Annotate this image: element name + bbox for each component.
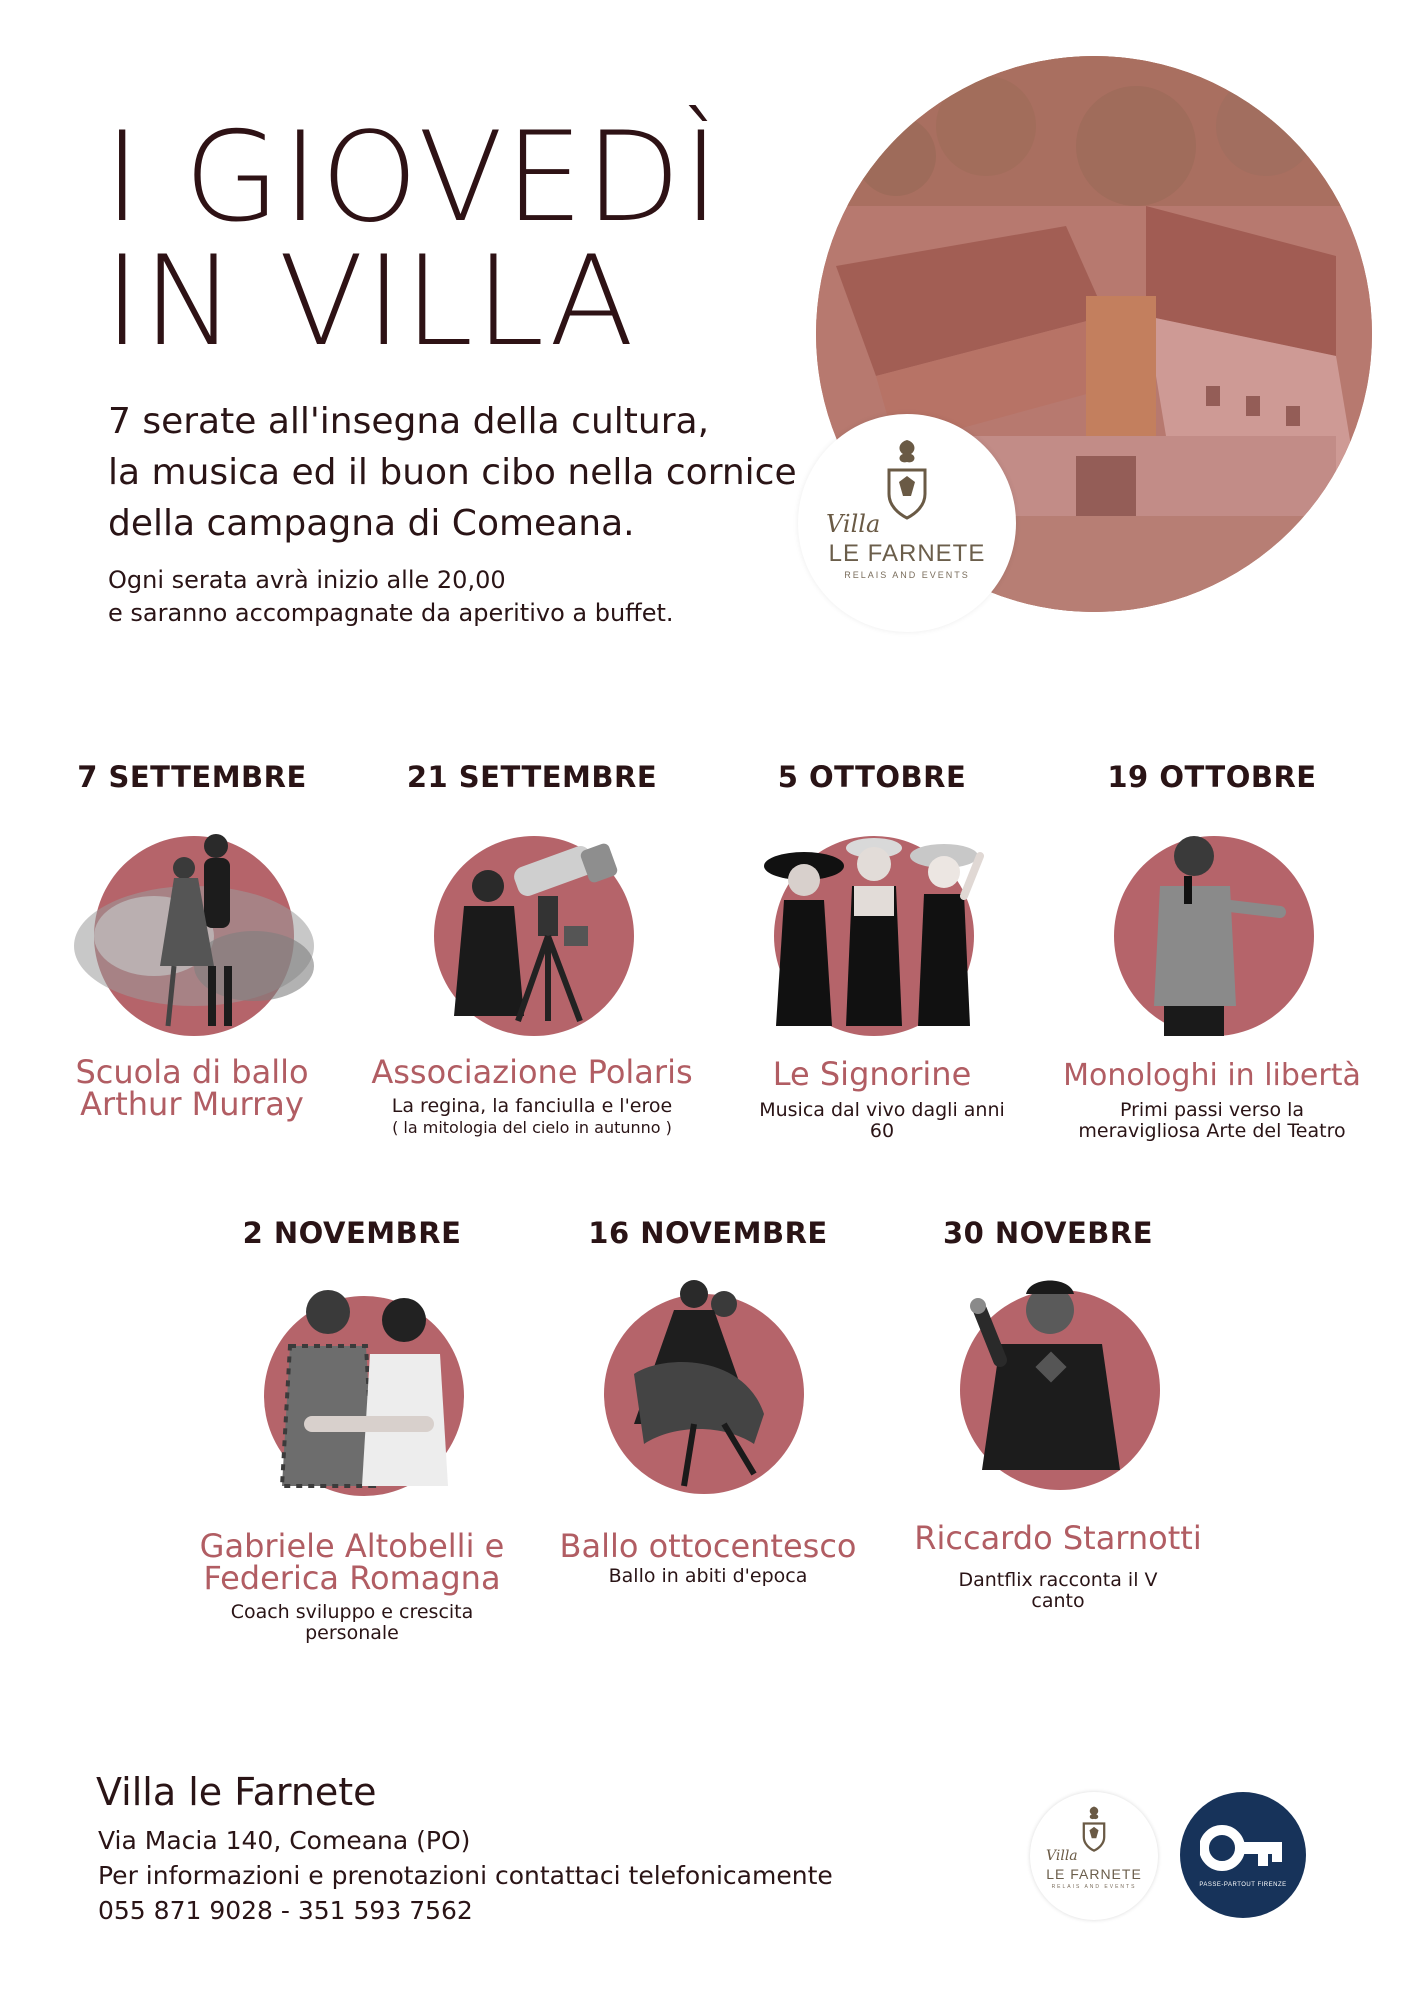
event-desc-line: canto xyxy=(1031,1590,1085,1612)
actor-illustration xyxy=(1084,816,1344,1036)
event-date: 19 OTTOBRE xyxy=(1107,760,1317,794)
event-desc-line: meravigliosa Arte del Teatro xyxy=(1078,1120,1346,1142)
logo-villa-text: Villa xyxy=(826,510,881,538)
event-date: 16 NOVEMBRE xyxy=(588,1216,828,1250)
logo-tagline-text: RELAIS AND EVENTS xyxy=(844,570,970,580)
dante-actor-illustration xyxy=(930,1270,1190,1490)
event-desc-line: 60 xyxy=(869,1120,895,1142)
event-description xyxy=(182,1602,522,1644)
subtitle-line: della campagna di Comeana. xyxy=(108,503,635,544)
event-photo-circle xyxy=(94,836,294,1036)
event-date: 21 SETTEMBRE xyxy=(406,760,658,794)
event-photo-circle xyxy=(604,1294,804,1494)
title-line-1: I GIOVEDÌ xyxy=(104,106,722,250)
event-description xyxy=(538,1566,878,1587)
event-desc-line: Dantflix racconta il V xyxy=(958,1569,1158,1591)
logo-name-text: LE FARNETE xyxy=(828,540,986,567)
event-description xyxy=(712,1100,1052,1142)
event-title xyxy=(538,1527,878,1565)
event-title xyxy=(702,1055,1042,1093)
event-title-line: Arthur Murray xyxy=(80,1085,304,1123)
event-description xyxy=(1042,1100,1382,1142)
event-description xyxy=(362,1096,702,1138)
event-photo-circle xyxy=(1114,836,1314,1036)
note-line: Ogni serata avrà inizio alle 20,00 xyxy=(108,566,506,594)
event-date: 2 NOVEMBRE xyxy=(242,1216,462,1250)
dancers-illustration xyxy=(64,816,324,1036)
event-title-line: Riccardo Starnotti xyxy=(914,1519,1202,1557)
coaches-illustration xyxy=(234,1276,494,1496)
event-title-line: Federica Romagna xyxy=(203,1559,501,1597)
event-title xyxy=(888,1519,1228,1557)
event-title-line: Le Signorine xyxy=(772,1055,972,1093)
event-desc-line: Ballo in abiti d'epoca xyxy=(608,1565,808,1587)
telescope-illustration xyxy=(404,816,664,1036)
crest-icon xyxy=(1077,1804,1111,1852)
partner-label: PASSE-PARTOUT FIRENZE xyxy=(1199,1882,1287,1888)
crest-icon xyxy=(877,436,937,520)
event-title xyxy=(22,1053,362,1123)
event-photo-circle xyxy=(434,836,634,1036)
phone-text[interactable]: 055 871 9028 - 351 593 7562 xyxy=(98,1896,473,1925)
event-title-line: Scuola di ballo xyxy=(75,1053,309,1091)
subtitle-line: 7 serate all'insegna della cultura, xyxy=(108,401,710,442)
event-title-line: Ballo ottocentesco xyxy=(559,1527,857,1565)
page-title xyxy=(104,106,722,374)
info-text: Per informazioni e prenotazioni contattaci telefonicamente xyxy=(98,1861,833,1890)
logo-villa-text: Villa xyxy=(1046,1848,1078,1864)
contact-info xyxy=(98,1823,833,1928)
ballroom-dancers-illustration xyxy=(574,1274,834,1494)
footer-villa-logo xyxy=(1030,1792,1158,1920)
event-photo-circle xyxy=(264,1296,464,1496)
passe-partout-logo xyxy=(1180,1792,1306,1918)
singers-illustration xyxy=(744,816,1004,1036)
event-desc-line: personale xyxy=(305,1622,399,1644)
event-title xyxy=(362,1053,702,1091)
key-icon xyxy=(1200,1818,1286,1878)
event-date: 30 NOVEBRE xyxy=(942,1216,1154,1250)
event-description xyxy=(888,1570,1228,1612)
title-line-2: IN VILLA xyxy=(104,230,636,374)
event-title xyxy=(182,1527,522,1597)
subtitle-line: la musica ed il buon cibo nella cornice xyxy=(108,452,797,493)
venue-name: Villa le Farnete xyxy=(96,1770,377,1814)
event-desc-line: Musica dal vivo dagli anni xyxy=(759,1099,1005,1121)
event-desc-line: La regina, la fanciulla e l'eroe xyxy=(391,1095,673,1117)
event-title xyxy=(1042,1060,1382,1092)
event-date: 7 SETTEMBRE xyxy=(77,760,307,794)
subtitle xyxy=(108,396,828,549)
address-text: Via Macia 140, Comeana (PO) xyxy=(98,1826,471,1855)
note-line: e saranno accompagnate da aperitivo a buffet. xyxy=(108,599,674,627)
event-photo-circle xyxy=(774,836,974,1036)
event-title-line: Gabriele Altobelli e xyxy=(199,1527,505,1565)
event-title-line: Monologhi in libertà xyxy=(1063,1058,1361,1093)
event-title-line: Associazione Polaris xyxy=(371,1053,693,1091)
event-desc-line: Coach sviluppo e crescita xyxy=(230,1601,474,1623)
event-photo-circle xyxy=(960,1290,1160,1490)
schedule-note xyxy=(108,564,828,630)
logo-name-text: LE FARNETE xyxy=(1046,1866,1142,1882)
event-date: 5 OTTOBRE xyxy=(777,760,967,794)
villa-logo-badge xyxy=(798,414,1016,632)
event-desc-line: Primi passi verso la xyxy=(1119,1099,1305,1121)
event-desc-line: ( la mitologia del cielo in autunno ) xyxy=(392,1118,672,1137)
logo-tagline-text: RELAIS AND EVENTS xyxy=(1051,1884,1137,1890)
